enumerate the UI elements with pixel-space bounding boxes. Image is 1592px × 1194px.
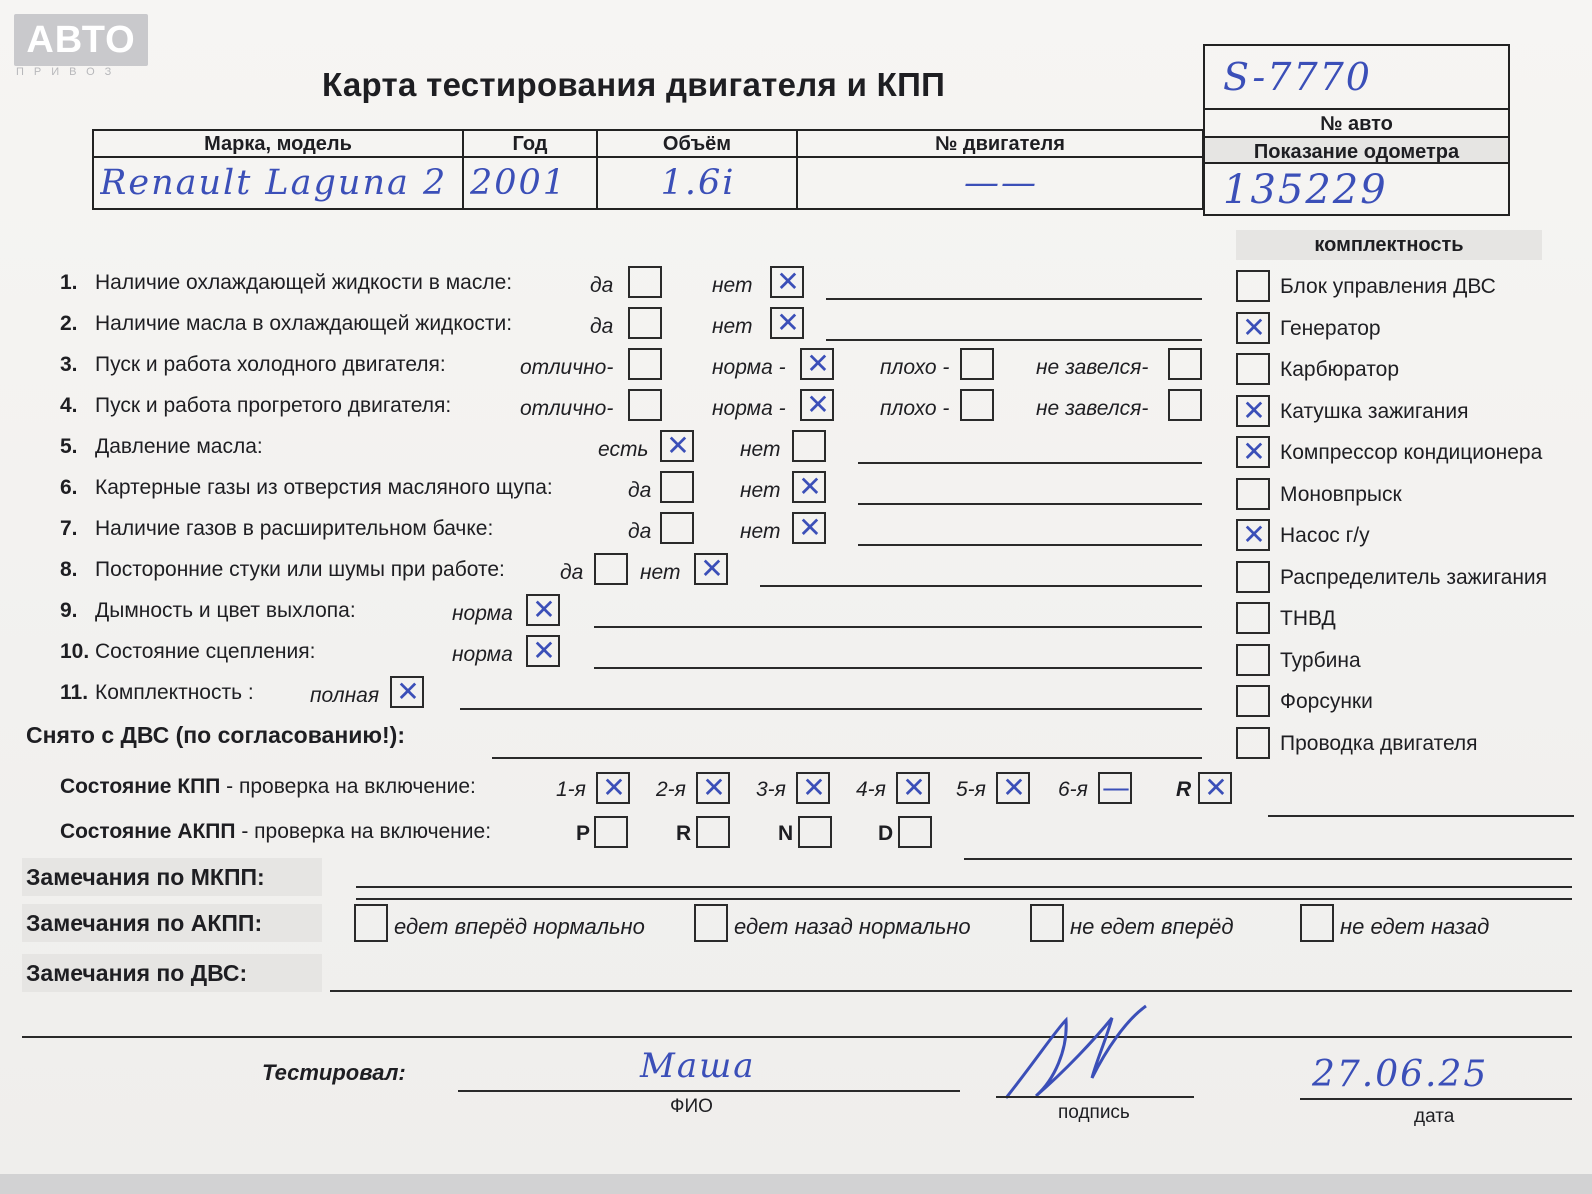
completeness-checkbox[interactable] xyxy=(1236,602,1270,634)
volume-label: Объём xyxy=(598,131,796,158)
check-note-line xyxy=(858,544,1202,546)
removed-label: Снято с ДВС (по согласованию!): xyxy=(26,722,405,748)
check-label: Комплектность : xyxy=(95,681,254,704)
completeness-checkbox[interactable] xyxy=(1236,270,1270,302)
akpp-mode-checkbox[interactable] xyxy=(898,816,932,848)
completeness-checkbox[interactable] xyxy=(1236,436,1270,468)
check-number: 4. xyxy=(60,394,78,417)
check-number: 6. xyxy=(60,476,78,499)
akpp-line xyxy=(964,858,1572,860)
auto-number-value: S-7770 xyxy=(1223,55,1372,99)
gear-label: R xyxy=(1176,778,1192,801)
check-option-checkbox[interactable] xyxy=(770,266,804,298)
remarks-mkpp-label: Замечания по МКПП: xyxy=(22,858,322,896)
year-column xyxy=(464,131,598,208)
check-label: Пуск и работа холодного двигателя: xyxy=(95,353,446,376)
gear-checkbox[interactable] xyxy=(996,772,1030,804)
check-option-checkbox[interactable] xyxy=(628,348,662,380)
completeness-item-label: Катушка зажигания xyxy=(1280,399,1469,423)
check-number: 8. xyxy=(60,558,78,581)
check-note-line xyxy=(826,298,1202,300)
check-note-line xyxy=(858,462,1202,464)
check-label: Наличие газов в расширительном бачке: xyxy=(95,517,494,540)
cross-mark-icon: ✕ xyxy=(1242,435,1266,468)
completeness-checkbox[interactable] xyxy=(1236,561,1270,593)
completeness-item-label: Карбюратор xyxy=(1280,358,1400,381)
cross-mark-icon: ✕ xyxy=(802,771,826,804)
completeness-item-label: Компрессор кондиционера xyxy=(1280,441,1543,464)
auto-number-label: № авто xyxy=(1205,108,1508,136)
completeness-item-label: Распределитель зажигания xyxy=(1280,565,1548,589)
vehicle-info-table xyxy=(92,129,1204,210)
remarks-mkpp-line-1 xyxy=(356,886,1572,888)
check-note-line xyxy=(858,503,1202,505)
tester-name: Маша xyxy=(640,1046,756,1086)
completeness-item-label: Блок управления ДВС xyxy=(1280,275,1496,298)
completeness-checkbox[interactable] xyxy=(1236,395,1270,427)
gear-checkbox[interactable] xyxy=(696,772,730,804)
check-note-line xyxy=(594,626,1202,628)
cross-mark-icon: ✕ xyxy=(806,388,830,421)
date-value: 27.06.25 xyxy=(1312,1054,1489,1095)
odometer-label: Показание одометра xyxy=(1205,136,1508,164)
akpp-remark-option-label: едет вперёд нормально xyxy=(394,914,645,939)
akpp-remark-checkbox[interactable] xyxy=(1030,904,1064,942)
remarks-dvs-line-2 xyxy=(22,1036,1572,1038)
kpp-line xyxy=(1268,815,1574,817)
completeness-title: комплектность xyxy=(1236,230,1542,260)
check-label: Наличие масла в охлаждающей жидкости: xyxy=(95,312,513,335)
cross-mark-icon: ✕ xyxy=(700,552,724,585)
gear-label: 2-я xyxy=(656,778,686,801)
dash-mark-icon: — xyxy=(1102,771,1130,804)
akpp-mode-label: R xyxy=(676,822,692,845)
check-option-label: отлично- xyxy=(520,356,614,379)
check-option-checkbox[interactable] xyxy=(526,635,560,667)
remarks-mkpp-line-2 xyxy=(356,898,1572,900)
check-option-label: да xyxy=(628,520,652,543)
check-option-label: отлично- xyxy=(520,397,614,420)
check-option-label: норма - xyxy=(712,356,786,379)
cross-mark-icon: ✕ xyxy=(776,306,800,339)
gear-checkbox[interactable] xyxy=(1098,772,1132,804)
completeness-item-label: Моновпрыск xyxy=(1280,482,1402,506)
cross-mark-icon: ✕ xyxy=(798,511,822,544)
check-option-checkbox[interactable] xyxy=(660,512,694,544)
gear-checkbox[interactable] xyxy=(596,772,630,804)
name-line xyxy=(458,1090,960,1092)
page-title: Карта тестирования двигателя и КПП xyxy=(322,66,946,103)
cross-mark-icon: ✕ xyxy=(532,593,556,626)
cross-mark-icon: ✕ xyxy=(806,347,830,380)
gear-label: 5-я xyxy=(956,778,986,801)
completeness-checkbox[interactable] xyxy=(1236,312,1270,344)
check-option-checkbox[interactable] xyxy=(1168,348,1202,380)
brand-column xyxy=(94,131,464,208)
signature-line xyxy=(996,1096,1194,1098)
check-label: Состояние сцепления: xyxy=(95,640,316,663)
logo-subtitle: ПРИВОЗ xyxy=(16,66,122,78)
name-caption: ФИО xyxy=(670,1096,713,1117)
check-option-label: плохо - xyxy=(880,397,950,420)
check-option-label: нет xyxy=(712,274,753,297)
odometer-value: 135229 xyxy=(1223,167,1388,213)
completeness-checkbox[interactable] xyxy=(1236,478,1270,510)
check-option-label: полная xyxy=(310,684,380,707)
check-option-label: есть xyxy=(598,438,649,461)
signature-mark xyxy=(996,1000,1176,1110)
check-option-checkbox[interactable] xyxy=(628,307,662,339)
check-note-line xyxy=(760,585,1202,587)
page-edge xyxy=(0,1174,1592,1194)
akpp-mode-label: D xyxy=(878,822,894,845)
check-note-line xyxy=(594,667,1202,669)
brand-label: Марка, модель xyxy=(94,131,462,158)
completeness-checkbox[interactable] xyxy=(1236,644,1270,676)
completeness-item-label: Насос г/у xyxy=(1280,524,1370,547)
gear-label: 3-я xyxy=(756,778,786,801)
check-option-checkbox[interactable] xyxy=(792,512,826,544)
avto-privoz-logo: АВТО xyxy=(14,14,148,66)
check-option-label: да xyxy=(628,479,652,502)
check-option-label: не завелся- xyxy=(1036,356,1149,379)
akpp-mode-checkbox[interactable] xyxy=(696,816,730,848)
cross-mark-icon: ✕ xyxy=(1242,310,1266,344)
completeness-item-label: Проводка двигателя xyxy=(1280,731,1478,755)
check-option-checkbox[interactable] xyxy=(792,471,826,503)
akpp-remark-checkbox[interactable] xyxy=(694,904,728,942)
check-label: Дымность и цвет выхлопа: xyxy=(95,599,356,622)
year-label: Год xyxy=(464,131,596,158)
removed-line xyxy=(492,757,1202,759)
check-label: Пуск и работа прогретого двигателя: xyxy=(95,394,452,417)
check-option-checkbox[interactable] xyxy=(390,676,424,708)
check-option-label: норма - xyxy=(712,397,786,420)
completeness-checkbox[interactable] xyxy=(1236,353,1270,385)
remarks-akpp-label: Замечания по АКПП: xyxy=(22,904,322,942)
check-option-checkbox[interactable] xyxy=(594,553,628,585)
cross-mark-icon: ✕ xyxy=(532,634,556,667)
signature-caption: подпись xyxy=(1058,1102,1130,1123)
check-option-checkbox[interactable] xyxy=(628,266,662,298)
completeness-checkbox[interactable] xyxy=(1236,519,1270,551)
check-number: 7. xyxy=(60,517,78,540)
completeness-item-label: ТНВД xyxy=(1280,607,1336,630)
check-option-checkbox[interactable] xyxy=(960,389,994,421)
year-value: 2001 xyxy=(470,163,568,203)
akpp-mode-label: N xyxy=(778,822,794,845)
gear-label: 4-я xyxy=(856,778,886,801)
cross-mark-icon: ✕ xyxy=(602,771,626,804)
volume-value: 1.6i xyxy=(660,163,736,203)
gear-label: 6-я xyxy=(1058,778,1088,801)
cross-mark-icon: ✕ xyxy=(702,771,726,804)
check-option-label: да xyxy=(560,561,584,584)
check-note-line xyxy=(460,708,1202,710)
akpp-mode-checkbox[interactable] xyxy=(594,816,628,848)
check-number: 2. xyxy=(60,312,78,335)
cross-mark-icon: ✕ xyxy=(798,470,822,503)
check-label: Картерные газы из отверстия масляного щупа: xyxy=(95,476,553,499)
check-option-checkbox[interactable] xyxy=(800,389,834,421)
completeness-item-label: Форсунки xyxy=(1280,690,1373,713)
akpp-mode-label: P xyxy=(576,822,591,845)
cross-mark-icon: ✕ xyxy=(902,771,926,804)
check-option-label: норма xyxy=(452,602,513,625)
check-number: 5. xyxy=(60,435,78,458)
tested-label: Тестировал: xyxy=(262,1060,406,1085)
completeness-checkbox[interactable] xyxy=(1236,727,1270,759)
check-option-checkbox[interactable] xyxy=(526,594,560,626)
check-option-checkbox[interactable] xyxy=(660,471,694,503)
check-option-checkbox[interactable] xyxy=(960,348,994,380)
cross-mark-icon: ✕ xyxy=(776,265,800,298)
engine-column xyxy=(798,131,1202,208)
check-number: 3. xyxy=(60,353,78,376)
akpp-remark-checkbox[interactable] xyxy=(354,904,388,942)
check-option-checkbox[interactable] xyxy=(792,430,826,462)
check-option-checkbox[interactable] xyxy=(1168,389,1202,421)
completeness-item-label: Турбина xyxy=(1280,648,1361,672)
check-option-label: нет xyxy=(740,520,781,543)
check-label: Посторонние стуки или шумы при работе: xyxy=(95,558,505,581)
check-option-checkbox[interactable] xyxy=(800,348,834,380)
engine-label: № двигателя xyxy=(798,131,1202,158)
check-note-line xyxy=(826,339,1202,341)
check-label: Наличие охлаждающей жидкости в масле: xyxy=(95,271,513,294)
check-option-label: плохо - xyxy=(880,356,950,379)
check-option-label: нет xyxy=(740,438,781,461)
remarks-dvs-line-1 xyxy=(330,990,1572,992)
check-option-label: норма xyxy=(452,643,513,666)
akpp-remark-checkbox[interactable] xyxy=(1300,904,1334,942)
check-option-label: да xyxy=(590,274,614,297)
gear-checkbox[interactable] xyxy=(796,772,830,804)
akpp-remark-option-label: не едет вперёд xyxy=(1070,914,1234,939)
cross-mark-icon: ✕ xyxy=(396,675,420,708)
check-label: Давление масла: xyxy=(95,435,263,458)
cross-mark-icon: ✕ xyxy=(666,429,690,462)
akpp-label: Состояние АКПП - проверка на включение: xyxy=(60,820,492,843)
completeness-checkbox[interactable] xyxy=(1236,685,1270,717)
akpp-remark-option-label: едет назад нормально xyxy=(734,914,971,939)
completeness-item-label: Генератор xyxy=(1280,316,1381,340)
cross-mark-icon: ✕ xyxy=(1002,771,1026,804)
check-number: 10. xyxy=(60,640,90,663)
check-option-label: нет xyxy=(740,479,781,502)
gear-checkbox[interactable] xyxy=(896,772,930,804)
auto-odometer-table xyxy=(1203,44,1510,216)
check-option-checkbox[interactable] xyxy=(694,553,728,585)
check-number: 11. xyxy=(60,681,89,704)
engine-value: —— xyxy=(964,163,1038,203)
cross-mark-icon: ✕ xyxy=(1204,771,1228,804)
akpp-remark-option-label: не едет назад xyxy=(1340,914,1490,939)
check-option-label: нет xyxy=(712,315,753,338)
date-caption: дата xyxy=(1414,1106,1455,1127)
check-option-label: не завелся- xyxy=(1036,397,1149,420)
check-option-label: нет xyxy=(640,561,681,584)
gear-checkbox[interactable] xyxy=(1198,772,1232,804)
kpp-label: Состояние КПП - проверка на включение: xyxy=(60,775,476,798)
check-number: 9. xyxy=(60,599,78,622)
cross-mark-icon: ✕ xyxy=(1242,393,1266,427)
brand-value: Renault Laguna 2 xyxy=(100,163,448,203)
date-line xyxy=(1300,1098,1572,1100)
check-option-checkbox[interactable] xyxy=(628,389,662,421)
akpp-mode-checkbox[interactable] xyxy=(798,816,832,848)
check-option-checkbox[interactable] xyxy=(660,430,694,462)
cross-mark-icon: ✕ xyxy=(1242,518,1266,551)
remarks-dvs-label: Замечания по ДВС: xyxy=(22,954,322,992)
gear-label: 1-я xyxy=(556,778,586,801)
check-number: 1. xyxy=(60,271,78,294)
check-option-checkbox[interactable] xyxy=(770,307,804,339)
volume-column xyxy=(598,131,798,208)
check-option-label: да xyxy=(590,315,614,338)
